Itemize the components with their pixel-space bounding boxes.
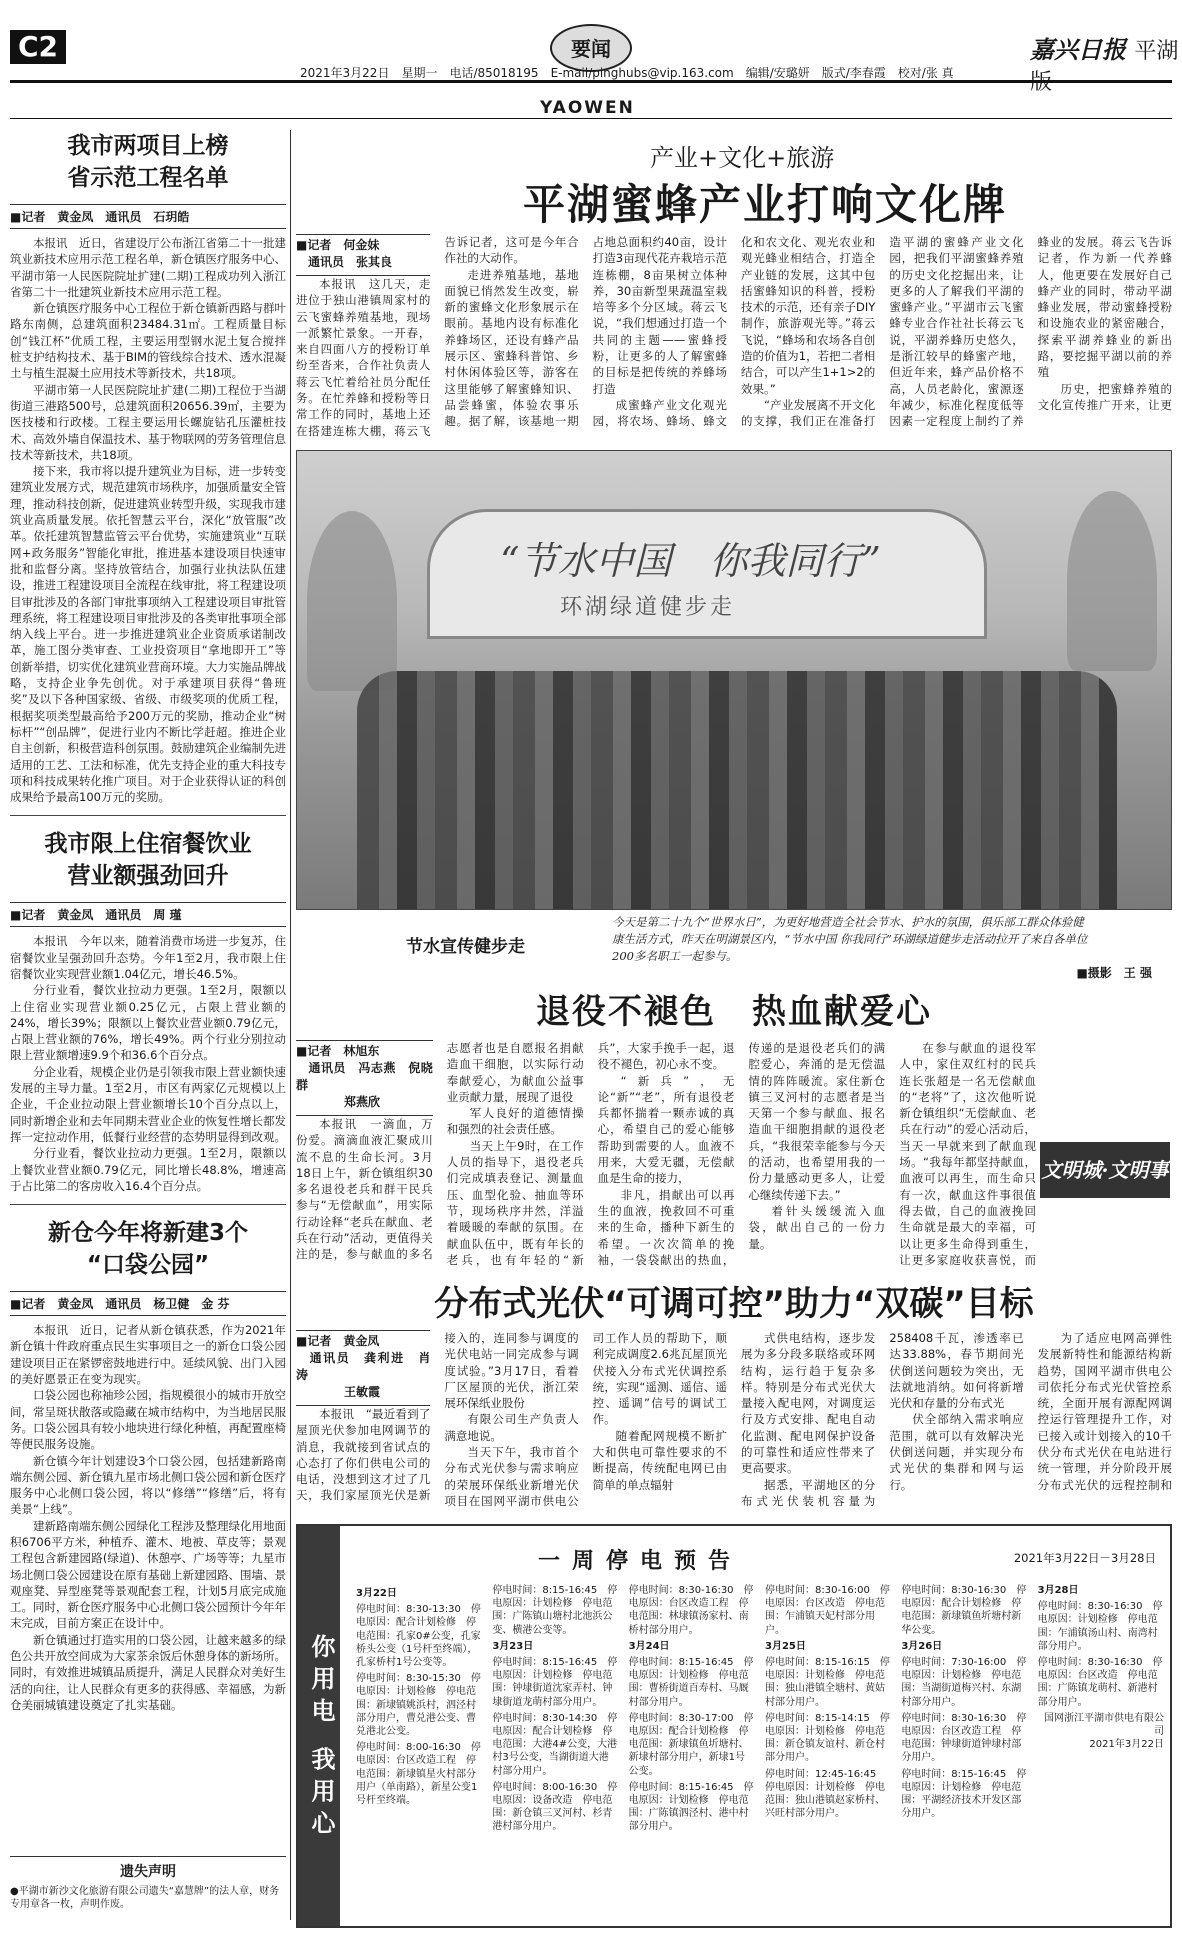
tree-shape bbox=[1067, 491, 1157, 671]
outage-item bbox=[901, 1712, 1027, 1765]
section-logo: 要闻 bbox=[550, 24, 632, 72]
outage-title: 一周停电预告 bbox=[538, 1549, 743, 1574]
outage-item bbox=[356, 1741, 482, 1807]
outage-item bbox=[629, 1781, 755, 1834]
outage-detail: 停电时间：8:15-14:15 停电原因：计划检修 停电范围：新仓镇友谊村、新仓村部分用户。 bbox=[764, 1712, 890, 1764]
paragraph: 本报讯 近日，省建设厅公布浙江省第二十一批建筑业新技术应用示范工程名单，新仓镇医疗服务中心、平湖市第一人民医院院址扩建(二期)工程成功列入浙江省第二十一批建筑业新技术应用示范工程。 bbox=[10, 236, 286, 299]
paragraph: 新仓镇通过打造实用的口袋公园，让越来越多的绿色公共开放空间成为大家茶余饭后休憩身体的新场所。同时，有效推进城镇品质提升，满足人民群众对美好生活的向往，让人民群众有更多的获得感、幸福感，为新仓美丽城镇建设奠定了扎实基础。 bbox=[10, 1632, 286, 1712]
article-pocket-parks bbox=[10, 1217, 286, 1713]
outage-detail: 停电时间：8:30-13:30 停电原因：配合计划检修 停电范围：孔家0#公变，孔家桥头公变（1号杆至终端），孔家桥村1号公变等。 bbox=[356, 1604, 481, 1669]
mid-story-columns bbox=[296, 1040, 1036, 1270]
top-story-body bbox=[296, 234, 1172, 444]
paragraph: “产业发展离不开文化的支撑，我们正在准备打造平湖的蜜蜂产业文化园，把我们平湖蜜蜂养殖的历史文化挖掘出来，让更多的人了解我们平湖的蜜蜂产业。”平湖市云飞蜜蜂专业合作社社长蒋云飞说，平湖养蜂历史悠久，是浙江较早的蜂蜜产地，但近年来，蜂产品价格不高，人员老龄化，蜜源逐年减少，标准化程度低等因素一定程度上制约了养蜂业的发展。蒋云飞告诉记者，作为新一代养蜂人，他更要在发展好自己蜂产业的同时，带动平湖蜂业发展，带动蜜蜂授粉和设施农业的紧密融合，探索平湖养蜂业的新出路，要挖掘平湖以前的养殖 bbox=[740, 235, 1172, 429]
outage-item bbox=[1038, 1656, 1164, 1709]
outage-signature: 国网浙江平湖市供电有限公司 2021年3月22日 bbox=[1043, 1712, 1164, 1751]
top-story-columns bbox=[296, 234, 1172, 444]
paragraph: 军人良好的道德情操和强烈的社会责任感。 bbox=[446, 1106, 584, 1137]
paragraph: 着针头缓缓流入血袋，献出自己的一份力量。 bbox=[748, 1203, 886, 1251]
outage-detail: 停电时间：8:30-16:30 停电原因：台区改造工程 停电范围：林埭镇汤家村、南桥村部分用户。 bbox=[628, 1585, 754, 1636]
paragraph: 成蜜蜂产业文化观光园，将农场、蜂场、蜂文化和农文化、观光农业和观光蜂业相结合，打造全产业链的发展，这其中包括蜜蜂知识的科普，授粉技术的示范，还有亲子DIY制作，旅游观光等。”蒋云飞说，“蜂场和农场各自创造的价值为1，若把二者相结合，可以产生1+1>2的效果。” bbox=[592, 235, 876, 429]
photo-caption-block bbox=[296, 912, 1172, 982]
outage-detail: 停电时间：8:00-16:30 停电原因：台区改造工程 停电范围：新埭镇星火村部分用户（单南路），新星公变1号杆至终端。 bbox=[356, 1742, 481, 1807]
paragraph: 有限公司生产负责人满意地说。 bbox=[444, 1412, 579, 1443]
tree-shape bbox=[307, 511, 397, 691]
paragraph: 建新路南端东侧公园绿化工程涉及整理绿化用地面积6706平方米，种植乔、灌木、地被、草皮等；景观工程包含新建园路(绿道)、休憩亭、广场等等；九星市场北侧口袋公园建设在原有基础上新建园路、围墙、景观座凳、异型座凳等景观配套工程，计划5月底完成施工。同时，新仓医疗服务中心北侧口袋公园预计今年年末完成，目前方案正在设计中。 bbox=[10, 1518, 286, 1631]
outage-day: 3月28日 bbox=[1037, 1585, 1079, 1596]
top-headline: 平湖蜜蜂产业打响文化牌 bbox=[522, 180, 1007, 229]
outage-item bbox=[765, 1712, 891, 1765]
event-arch bbox=[427, 509, 987, 639]
outage-item bbox=[629, 1640, 755, 1709]
outage-item bbox=[492, 1781, 618, 1834]
bottom-headline: 分布式光伏“可调可控”助力“双碳”目标 bbox=[434, 1284, 1034, 1324]
header-rule bbox=[10, 80, 1172, 83]
outage-item bbox=[492, 1712, 618, 1778]
outage-item bbox=[629, 1584, 755, 1637]
news-photo bbox=[296, 450, 1172, 910]
paragraph: 非凡，捐献出可以再生的血液，挽救回不可重来的生命，播种下新生的希望。一次次简单的挽袖，一袋袋献出的热血，传递的是退役老兵们的满腔爱心，奔涌的是无偿温情的阵阵暖流。家住新仓镇三叉河村的志愿者是当天第一个参与献血、报名造血干细胞捐献的退役老兵，“我很荣幸能参与今天的活动，也希望用我的一份力量感动更多人，让爱心继续传递下去。” bbox=[597, 1041, 886, 1267]
outage-side-slogan bbox=[298, 1526, 340, 1926]
outage-detail: 停电时间：8:15-16:45 停电原因：计划检修 停电范围：广陈镇泗泾村、港中村部分用户。 bbox=[628, 1781, 754, 1833]
paragraph: 本报讯 今年以来，随着消费市场进一步复苏，住宿餐饮业呈强劲回升态势。今年1至2月，我市限上住宿餐饮业实现营业额1.04亿元，增长46.5%。 bbox=[10, 934, 286, 981]
article-byline: ■记者 黄金凤 通讯员 杨卫健 金 芬 bbox=[10, 1291, 286, 1316]
outage-item bbox=[901, 1768, 1027, 1821]
outage-item bbox=[356, 1672, 482, 1738]
paragraph: 走进养殖基地，基地面貌已悄然发生改变，崭新的蜜蜂文化形象展示在眼前。基地内设有标准化养蜂场区，还设有蜂产品展示区、蜜蜂科普馆、乡村休闲体验区等，游客在这里能够了解蜜蜂知识、品尝蜂蜜，体验农事乐趣。据了解，该基地一期占地总面积约40亩，设计打造3亩现代花卉栽培示范连栋棚，8亩果树立体种养，30亩新型果蔬温室栽培等多个分区域。蒋云飞说，“我们想通过打造一个共同的主题——蜜蜂授粉，让更多的人了解蜜蜂的目标是把传统的养蜂场打造 bbox=[444, 235, 727, 429]
outage-detail: 停电时间：8:15-16:45 停电原因：计划检修 停电范围：广陈镇山塘村北池浜公变、横港公变等。 bbox=[492, 1585, 618, 1636]
paragraph: 分行业看，餐饮业拉动力更强。1至2月，限额以上住宿业实现营业额0.25亿元，占限上营业额的24%，增长39%；限额以上餐饮业营业额0.79亿元，占限上营业额的76%，增长49%。两个行业分别拉动限上营业额增速9.9个和36.6个百分点。 bbox=[10, 983, 286, 1063]
page-number: C2 bbox=[10, 30, 66, 64]
outage-detail: 停电时间：8:15-16:45 停电原因：计划检修 停电范围：钟埭街道沈家弄村、钟埭街道龙萌村部分用户。 bbox=[492, 1657, 618, 1708]
caption-text: 今天是第二十九个“世界水日”，为更好地营造全社会节水、护水的氛围，俱乐部工群众体验健康生活方式，昨天在明湖景区内，“节水中国 你我同行”环湖绿道健步走活动拉开了来自各单位200多名职工一起参与。 bbox=[612, 915, 1088, 963]
arch-slogan: “节水中国 你我同行” bbox=[500, 539, 881, 583]
divider bbox=[10, 815, 286, 816]
outage-item bbox=[765, 1584, 891, 1637]
outage-item bbox=[492, 1640, 618, 1709]
outage-item bbox=[765, 1640, 891, 1709]
paragraph: 接下来，我市将以提升建筑业为目标，进一步转变建筑业发展方式，规范建筑市场秩序，加强质量安全管理，推动科技创新，促进建筑业转型升级，实现我市建筑业高质量发展。依托智慧云平台，深化“放管服”改革。依托建筑智慧监管云平台优势，实施建筑业“互联网+政务服务”智能化审批，推进基本建设项目快速审批和监督分离。坚持放管结合，加强行业执法队伍建设，推进工程建设项目全流程在线审批，将工程建设项目审批涉及的各部门审批事项纳入工程建设项目审批管理系统，将工程建设项目审批涉及的各类审批事项全部纳入线上平台。进一步推进建筑业企业资质承诺制改革，施工图分类审查、工业投资项目“拿地即开工”等创新举措，切实优化建筑业营商环境。大力实施品牌战略，支持企业争先创优。对于承建项目获得“鲁班奖”及以下各种国家级、省级、市级奖项的优质工程，根据奖项类型最高给予200万元的奖励，推动企业“树标杆”“创品牌”，促进行业内不断比学赶超。推进企业自主创新，积极营造科创氛围。鼓励建筑企业编制先进适用的工艺、工法和标准，优先支持企业的重大科技专项和科技成果转化推广项目。对于企业获得认证的科创成果给予最高100万元的奖励。 bbox=[10, 464, 286, 805]
outage-detail: 停电时间：8:30-16:30 停电原因：配合计划检修 停电范围：新埭镇鱼圻塘村新华公变。 bbox=[901, 1585, 1027, 1636]
paragraph: 随着配网规模不断扩大和供电可靠性要求的不断提高，传统配电网已由简单的单点辐射 bbox=[592, 1428, 727, 1492]
outage-day: 3月23日 bbox=[492, 1640, 534, 1652]
outage-detail: 停电时间：8:30-15:30 停电原因：计划检修 停电范围：新埭镇姚浜村，泗泾村部分用户，曹兑港公变、曹兑港北公变。 bbox=[356, 1673, 481, 1738]
paragraph: 分行业看，餐饮业拉动力更强。1至2月，限额以上餐饮业营业额0.79亿元，同比增长48.8%，增速高于占比第二的客房收入16.4个百分点。 bbox=[10, 1146, 286, 1193]
outage-list bbox=[356, 1584, 1164, 1920]
article-byline: ■记者 黄金凤 通讯员 龚利进 肖 涛 王敏霞 bbox=[296, 1330, 430, 1406]
paragraph: 当天下午，我市首个分布式光伏参与需求响应的荣展环保纸业新增光伏项目在国网平湖市供电公司工作人员的帮助下，顺利完成调度2.6兆瓦屋顶光伏接入分布式光伏调控系统，实现“遥测、遥信、遥控、遥调”信号的调试工作。 bbox=[444, 1331, 727, 1508]
outage-notice-box bbox=[296, 1524, 1172, 1928]
outage-item bbox=[1038, 1712, 1164, 1752]
paragraph: 平湖市第一人民医院院址扩建(二期)工程位于当湖街道三港路500号，总建筑面积20656.39㎡，主要为医技楼和行政楼。工程主要运用长螺旋钻孔压灌桩技术、高效外墙自保温技术、基于物联网的劳务管理信息技术等新技术，共18项。 bbox=[10, 382, 286, 462]
paragraph: 当天上午9时，在工作人员的指导下，退役老兵们完成填表登记、测量血压、血型化验、抽血等环节，现场秩序井然，洋溢着暖暖的奉献的氛围。在献血队伍中，既有年长的老兵，也有年轻的“新兵”，大家手挽手一起，退役不褪色，初心永不变。 bbox=[446, 1041, 735, 1267]
top-kicker: 产业+文化+旅游 bbox=[650, 144, 835, 172]
outage-detail: 停电时间：8:15-16:45 停电原因：计划检修 停电范围：曹桥街道百寿村、马厩村部分用户。 bbox=[628, 1657, 754, 1708]
bottom-story-columns bbox=[296, 1330, 1172, 1516]
brand-name: 嘉兴日报 bbox=[1030, 35, 1126, 64]
paragraph: 本报讯 一滴血，万份爱。滴滴血液汇聚成川流不息的生命长河。3月18日上午，新仓镇组织30多名退役老兵和群干民兵参与“无偿献血”，用实际行动诠释“老兵在献血、老兵在行动”活动，更值得关注的是，参与献血的多名志愿者也是自愿报名捐献造血干细胞，以实际行动奉献爱心，为献血公益事业贡献力量，展现了退役 bbox=[296, 1041, 584, 1262]
outage-detail: 停电时间：8:30-16:30 停电原因：台区改造 停电范围：广陈镇龙萌村、新港村部分用户。 bbox=[1037, 1657, 1163, 1708]
caption-title: 节水宣传健步走 bbox=[406, 937, 525, 957]
paragraph: 本报讯 “最近看到了屋顶光伏参加电网调节的消息，我就接到省试点的心态打了你们供电公司的电话，没想到这才过了几天，我们家屋顶光伏是新接入的，连同参与调度的光伏电站一同完成参与调度试验。”3月17日，看着厂区屋顶的光伏，浙江荣展环保纸业股份 bbox=[296, 1331, 579, 1503]
paragraph: 伏全部纳入需求响应范围，就可以有效解决光伏倒送问题，并实现分布式光伏的集群和网与运行。 bbox=[889, 1412, 1024, 1492]
paragraph: 新仓镇医疗服务中心工程位于新仓镇新西路与群叶路东南侧，总建筑面积23484.31㎡。工程质量目标创“钱江杯”优质工程，主要运用型钢水泥土复合搅拌桩支护结构技术、基于BIM的管线综合技术、透水混凝土与植生混凝土应用技术等新技术，共18项。 bbox=[10, 301, 286, 381]
paragraph: 据悉，平湖地区的分布式光伏装机容量为258408千瓦，渗透率已达33.88%，春节期间光伏倒送问题较为突出，无法就地消纳。如何将新增光伏和存量的分布式光 bbox=[740, 1331, 1024, 1508]
outage-day: 3月25日 bbox=[764, 1640, 806, 1652]
outage-detail: 停电时间：8:30-16:00 停电原因：台区改造 停电范围：乍浦镇天妃村部分用户。 bbox=[764, 1585, 890, 1636]
section-english: YAOWEN bbox=[540, 98, 635, 118]
outage-day: 3月24日 bbox=[628, 1640, 670, 1652]
paragraph: 新仓镇今年计划建设3个口袋公园，包括建新路南端东侧公园、新仓镇九星市场北侧口袋公园和新仓医疗服务中心北侧口袋公园，将以“修缮”“修缮”后，将有美景“上线”。 bbox=[10, 1453, 286, 1517]
mid-story-tail bbox=[1040, 1040, 1172, 1138]
outage-detail: 停电时间：7:30-16:00 停电原因：计划检修 停电范围：当湖街道梅兴村、东湖村部分用户。 bbox=[901, 1657, 1027, 1708]
notice-text: ●平湖市新沙文化旅游有限公司遗失“嘉慧牌”的法人章，财务专用章各一枚，声明作废。 bbox=[10, 1886, 280, 1910]
article-title: 我市限上住宿餐饮业 营业额强劲回升 bbox=[44, 831, 252, 890]
paragraph: 口袋公园也称袖珍公园，指规模很小的城市开放空间，常呈斑状散落或隐藏在城市结构中，为当地居民服务。口袋公园具有较小地块进行绿化种植，再配置座椅等便民服务设施。 bbox=[10, 1388, 286, 1452]
article-byline: ■记者 黄金凤 通讯员 周 瑾 bbox=[10, 902, 286, 927]
outage-detail: 停电时间：12:45-16:45 停电原因：计划检修 停电范围：独山港镇赵家桥村、兴旺村部分用户。 bbox=[764, 1768, 887, 1820]
outage-detail: 停电时间：8:30-16:30 停电原因：台区改造工程 停电范围：钟埭街道钟埭村部分用户。 bbox=[901, 1712, 1027, 1764]
outage-detail: 停电时间：8:30-17:00 停电原因：配合计划检修 停电范围：新埭镇鱼圻塘村、新埭村部分用户，新埭1号公变。 bbox=[628, 1712, 754, 1777]
outage-day: 3月22日 bbox=[356, 1588, 397, 1599]
outage-item bbox=[492, 1584, 618, 1637]
outage-item bbox=[1038, 1584, 1164, 1653]
paragraph: 式供电结构，逐步发展为多分段多联络或环网结构，运行趋于复杂多样。特别是分布式光伏大量接入配电网，对调度运行及方式安排、配电自动化监测、配电网保护设备的可靠性和适应性带来了更高要求。 bbox=[740, 1331, 876, 1476]
outage-detail: 停电时间：8:30-14:30 停电原因：配合计划检修 停电范围：大港4#公变，大港村3号公变，当湖街道大港村部分用户。 bbox=[492, 1712, 618, 1777]
header-rule-thin bbox=[10, 118, 1172, 119]
column-divider bbox=[290, 130, 291, 1920]
outage-day: 3月26日 bbox=[901, 1640, 943, 1652]
article-title: 我市两项目上榜 省示范工程名单 bbox=[67, 133, 229, 191]
newspaper-brand bbox=[1030, 30, 1182, 96]
article-byline: ■记者 林旭东 通讯员 冯志燕 倪晓群 郑燕欣 bbox=[296, 1040, 433, 1116]
paragraph: 历史，把蜜蜂养殖的文化宣传推广开来，让更 bbox=[1037, 381, 1172, 412]
article-byline: ■记者 何金妹 通讯员 张其良 bbox=[296, 234, 430, 276]
paragraph: 本报讯 近日，记者从新仓镇获悉，作为2021年新仓镇十件政府重点民生实事项目之一的新仓口袋公园建设项目正在紧锣密鼓地进行中。延续风貌、出门入园的美好愿景正在变为现实。 bbox=[10, 1323, 286, 1387]
article-byline: ■记者 黄金凤 通讯员 石玥皓 bbox=[10, 204, 286, 229]
outage-detail: 停电时间：8:00-16:30 停电原因：设备改造 停电范围：新仓镇三叉河村、杉青港村部分用户。 bbox=[492, 1781, 618, 1833]
side-slogan-text: 你用电 我用心 bbox=[307, 1633, 335, 1843]
left-column bbox=[10, 130, 286, 1713]
divider bbox=[10, 1204, 286, 1205]
article-title: 新仓今年将新建3个 “口袋公园” bbox=[47, 1220, 248, 1279]
issue-meta: 2021年3月22日 星期一 电话/85018195 E-mail/pinghubs@vip.163.com 编辑/安璐妍 版式/李春霞 校对/张 真 bbox=[300, 66, 954, 80]
crowd-walkers bbox=[357, 671, 1117, 910]
notice-title: 遗失声明 bbox=[10, 1856, 286, 1881]
outage-detail: 停电时间：8:15-16:45 停电原因：计划检修 停电范围：平湖经济技术开发区部分用户。 bbox=[901, 1768, 1027, 1820]
outage-detail: 停电时间：8:15-16:15 停电原因：计划检修 停电范围：独山港镇全塘村、黄姑村部分用户。 bbox=[764, 1657, 890, 1708]
article-catering bbox=[10, 828, 286, 1194]
edition-name: 平湖 bbox=[1134, 39, 1179, 64]
paragraph: “新兵”，无论“新”“老”，所有退役老兵都怀揣着一颗赤诚的真心，希望自己的爱心能够帮助到需要的人。血液不用来，大爱无疆，无偿献血是生命的接力， bbox=[597, 1073, 735, 1186]
civilization-stamp: 文明城·文明事 bbox=[1040, 1142, 1170, 1198]
paragraph: 本报讯 这几天，走进位于独山港镇周家村的云飞蜜蜂养殖基地，现场一派繁忙景象。一开春，来自四面八方的授粉订单纷至沓来，合作社负责人蒋云飞忙着给社员分配任务。在忙养蜂和授粉等日常工作的同时，基地上还在搭建连栋大棚，蒋云飞告诉记者，这可是今年合作社的大动作。 bbox=[296, 235, 579, 438]
lost-notice bbox=[10, 1856, 286, 1911]
outage-item bbox=[901, 1640, 1027, 1709]
mid-story-body bbox=[296, 1040, 1036, 1270]
outage-date: 2021年3月22日－3月28日 bbox=[1013, 1551, 1156, 1565]
outage-item bbox=[765, 1768, 891, 1821]
bottom-story-body bbox=[296, 1330, 1172, 1516]
outage-detail: 停电时间：8:30-16:30 停电原因：计划检修 停电范围：乍浦镇汤山村、南湾村部分用户。 bbox=[1037, 1601, 1163, 1652]
photo-credit: ■摄影 王 强 bbox=[1076, 966, 1152, 980]
paragraph: 为了适应电网高弹性发展新特性和能源结构新趋势，国网平湖市供电公司依托分布式光伏管控系统，全面开展有源配网调控运行管理提升工作，对已接入或计划接入的10千伏分布式光伏在电站进行统一管理，并分阶段开展分布式光伏的远程控制和 bbox=[1037, 1331, 1172, 1492]
outage-item bbox=[629, 1712, 755, 1778]
paragraph: 在参与献血的退役军人中，家住双红村的民兵连长张超是一名无偿献血的“老将”了，这次他听说新仓镇组织“无偿献血、老兵在行动”的爱心活动后，当天一早就来到了献血现场。“我每年都坚持献血，血液可以再生，而生命只有一次，献血这件事很值得去做，自己的血液挽回生命就是最大的幸福，可以让更多生命得到重生，让更多家庭收获喜悦，而 bbox=[899, 1041, 1036, 1267]
mid-headline: 退役不褪色 热血献爱心 bbox=[536, 992, 932, 1032]
outage-item bbox=[901, 1584, 1027, 1637]
arch-subtitle: 环湖绿道健步走 bbox=[560, 595, 736, 620]
paragraph: 分企业看，规模企业仍是引领我市限上营业额快速发展的主导力量。1至2月，市区有两家亿元规模以上企业，千企业拉动限上营业额增长10个百分点以上，同时新增企业和去年同期未营业企业的恢复性增长都发挥一定拉动作用，低餐行业经营的态势明显得到改观。 bbox=[10, 1064, 286, 1144]
outage-item bbox=[356, 1587, 482, 1669]
article-demo-projects bbox=[10, 130, 286, 805]
